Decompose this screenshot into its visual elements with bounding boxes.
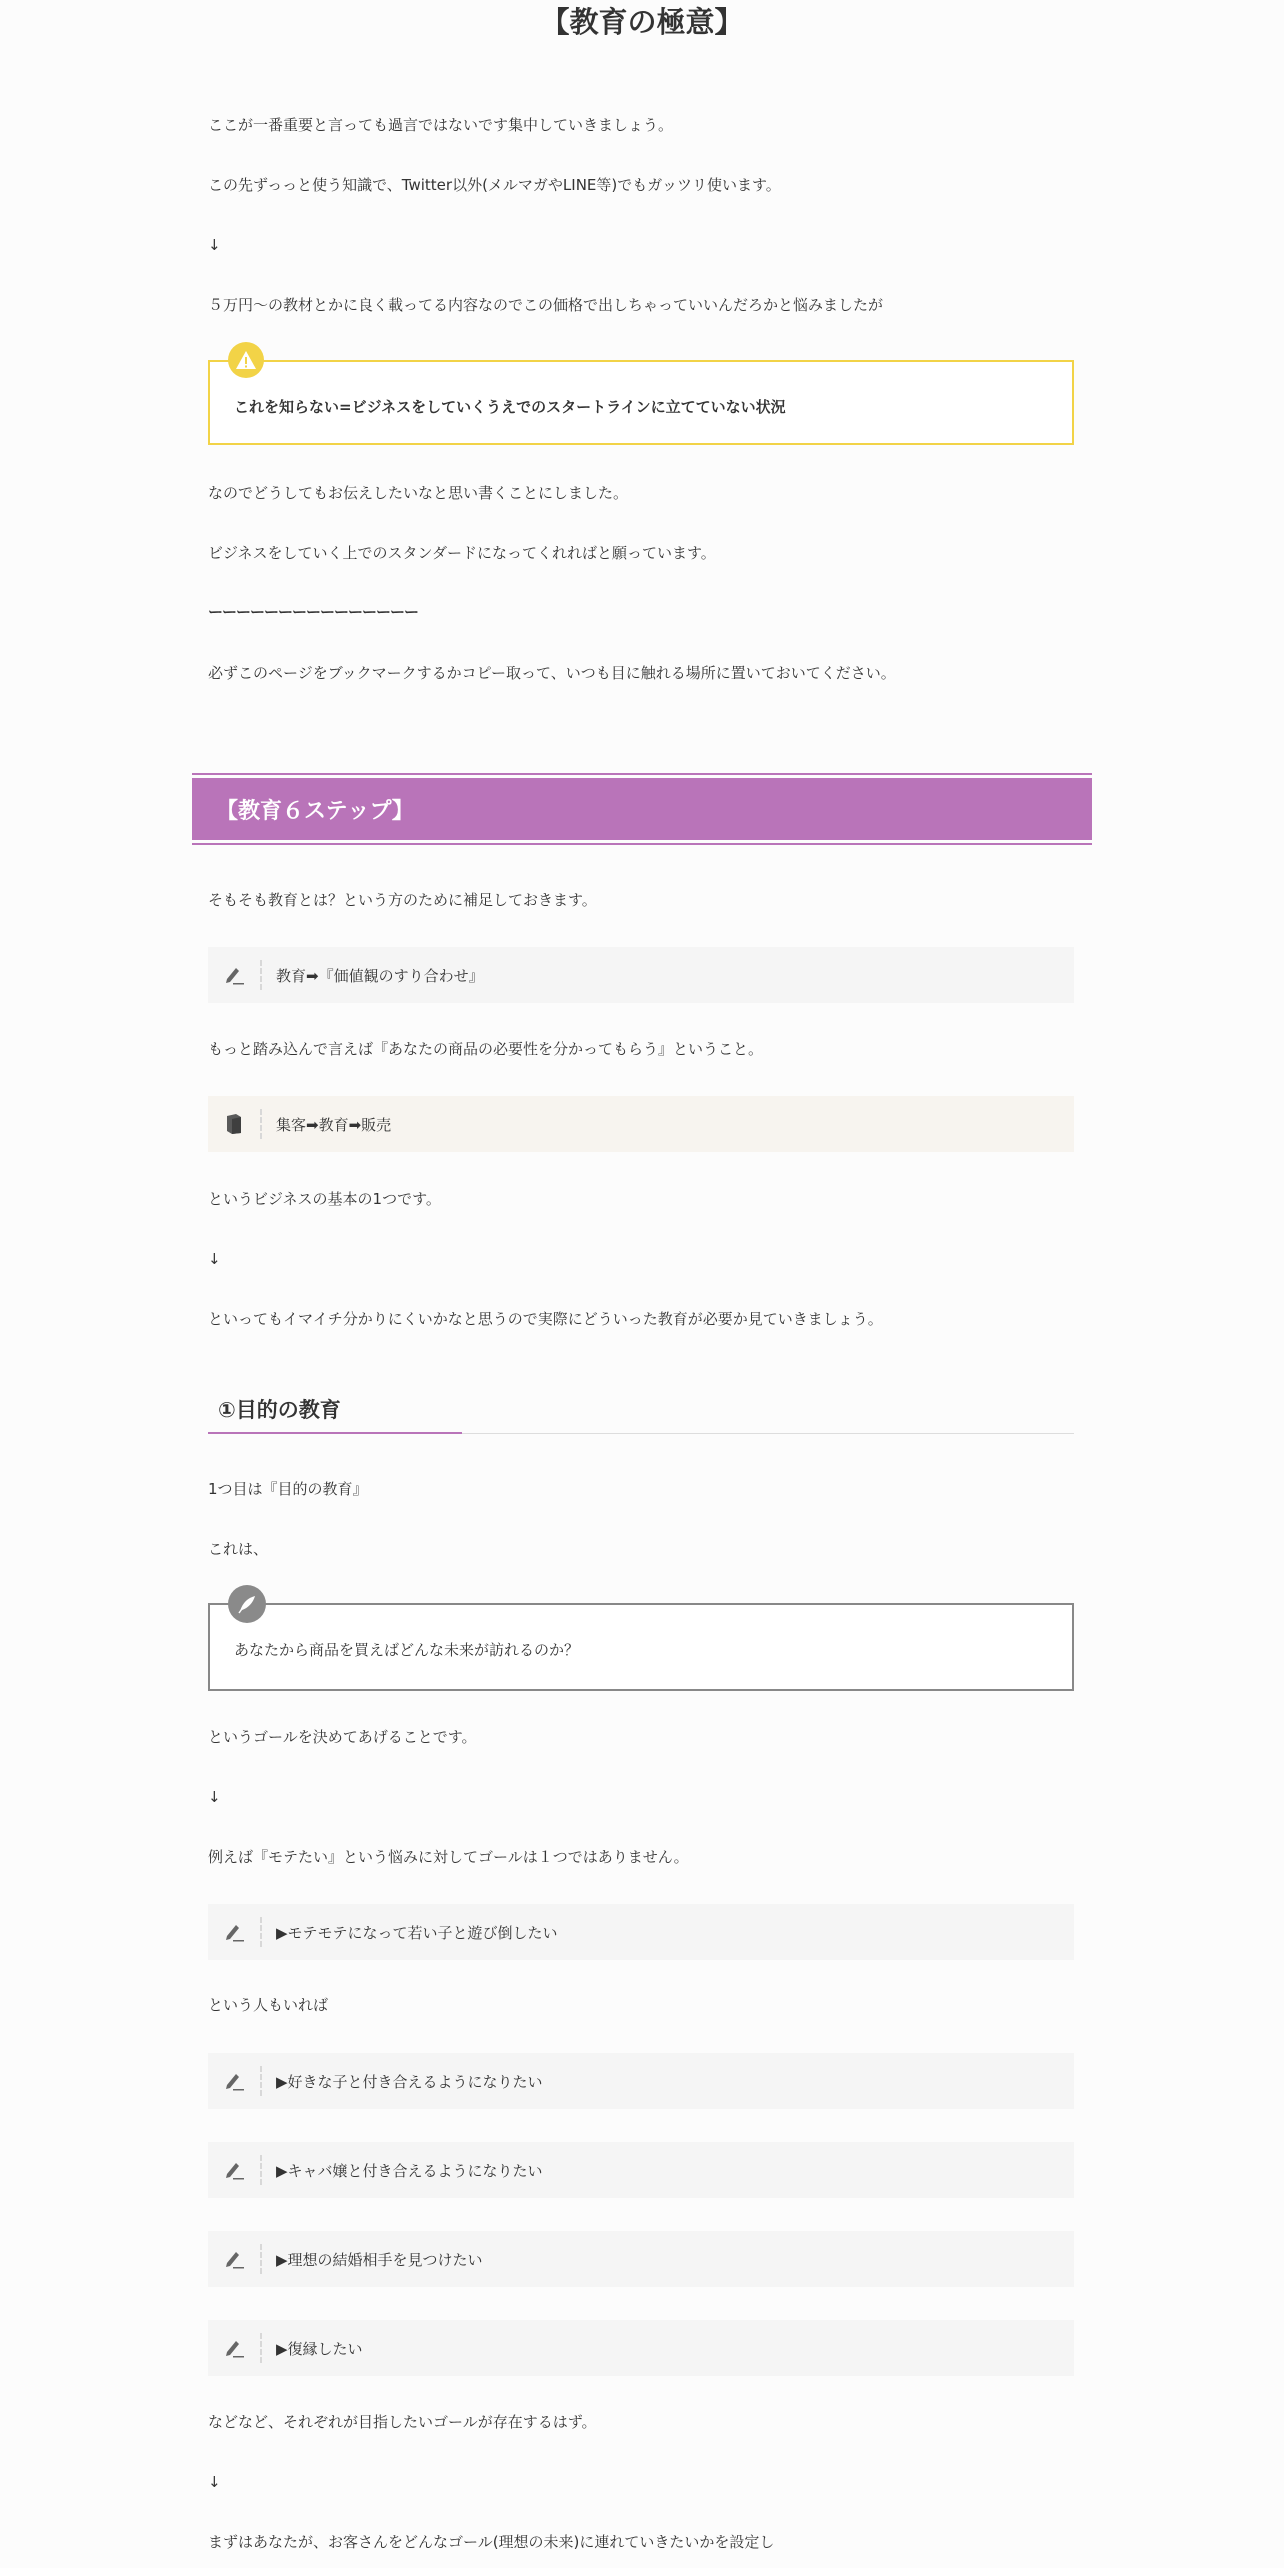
- book-icon: [208, 1109, 262, 1139]
- down-arrow-text: ↓: [208, 1788, 221, 1806]
- body-paragraph: そもそも教育とは？という方のために補足しておきます。: [208, 891, 597, 909]
- intro-paragraph: ５万円～の教材とかに良く載ってる内容なのでこの価格で出しちゃっていいんだろかと悩みましたが: [208, 296, 884, 314]
- subheading-accent: [208, 1432, 462, 1434]
- alert-text: これを知らない=ビジネスをしていくうえでのスタートラインに立てていない状況: [234, 398, 786, 416]
- memo-box: [208, 2142, 1074, 2198]
- subheading-text: ①目的の教育: [218, 1398, 341, 1422]
- divider-text: ーーーーーーーーーーーーーーー: [208, 603, 419, 621]
- memo-text: ▶好きな子と付き合えるようになりたい: [276, 2072, 543, 2091]
- memo-text: 教育➡『価値観のすり合わせ』: [276, 966, 484, 985]
- body-paragraph: というビジネスの基本の1つです。: [208, 1190, 441, 1208]
- subheading: [208, 1390, 1074, 1434]
- body-paragraph: などなど、それぞれが目指したいゴールが存在するはず。: [208, 2413, 597, 2431]
- pencil-icon: [208, 2333, 262, 2363]
- section-heading-text: 【教育６ステップ】: [192, 778, 1092, 840]
- memo-box: [208, 2231, 1074, 2287]
- body-paragraph: なのでどうしてもお伝えしたいなと思い書くことにしました。: [208, 484, 629, 502]
- memo-box: [208, 2053, 1074, 2109]
- page-title: 【教育の極意】: [540, 5, 744, 39]
- pencil-icon: [208, 2066, 262, 2096]
- body-paragraph: 必ずこのページをブックマークするかコピー取って、いつも目に触れる場所に置いておいてください。: [208, 664, 896, 682]
- pencil-icon: [208, 960, 262, 990]
- memo-box: [208, 1096, 1074, 1152]
- quote-box: [208, 1603, 1074, 1691]
- body-paragraph: ビジネスをしていく上でのスタンダードになってくれればと願っています。: [208, 544, 716, 562]
- body-paragraph: というゴールを決めてあげることです。: [208, 1728, 477, 1746]
- memo-box: [208, 2320, 1074, 2376]
- body-paragraph: まずはあなたが、お客さんをどんなゴール(理想の未来)に連れていきたいかを設定し: [208, 2533, 775, 2551]
- memo-box: [208, 947, 1074, 1003]
- body-paragraph: これは、: [208, 1540, 269, 1558]
- intro-paragraph: ここが一番重要と言っても過言ではないです集中していきましょう。: [208, 116, 674, 134]
- body-paragraph: といってもイマイチ分かりにくいかなと思うので実際にどういった教育が必要か見ていきましょう。: [208, 1310, 883, 1328]
- pencil-icon: [208, 2155, 262, 2185]
- memo-text: ▶理想の結婚相手を見つけたい: [276, 2250, 483, 2269]
- body-paragraph: という人もいれば: [208, 1996, 329, 2014]
- body-paragraph: もっと踏み込んで言えば『あなたの商品の必要性を分かってもらう』ということ。: [208, 1040, 764, 1058]
- section-heading: [192, 773, 1092, 845]
- intro-paragraph: この先ずっっと使う知識で、Twitter以外(メルマガやLINE等)でもガッツリ使います。: [208, 176, 781, 194]
- down-arrow-text: ↓: [208, 1250, 221, 1268]
- down-arrow-text: ↓: [208, 2473, 221, 2491]
- alert-box: [208, 360, 1074, 445]
- memo-text: ▶復縁したい: [276, 2339, 363, 2358]
- quill-icon: [228, 1585, 266, 1623]
- body-paragraph: 1つ目は『目的の教育』: [208, 1480, 368, 1498]
- memo-text: ▶モテモテになって若い子と遊び倒したい: [276, 1923, 558, 1942]
- memo-text: ▶キャバ嬢と付き合えるようになりたい: [276, 2161, 543, 2180]
- body-paragraph: 例えば『モテたい』という悩みに対してゴールは１つではありません。: [208, 1848, 689, 1866]
- pencil-icon: [208, 2244, 262, 2274]
- memo-box: [208, 1904, 1074, 1960]
- memo-text: 集客➡教育➡販売: [276, 1115, 392, 1134]
- warning-icon: [228, 342, 264, 378]
- pencil-icon: [208, 1917, 262, 1947]
- down-arrow-text: ↓: [208, 236, 221, 254]
- quote-text: あなたから商品を買えばどんな未来が訪れるのか？: [234, 1641, 580, 1659]
